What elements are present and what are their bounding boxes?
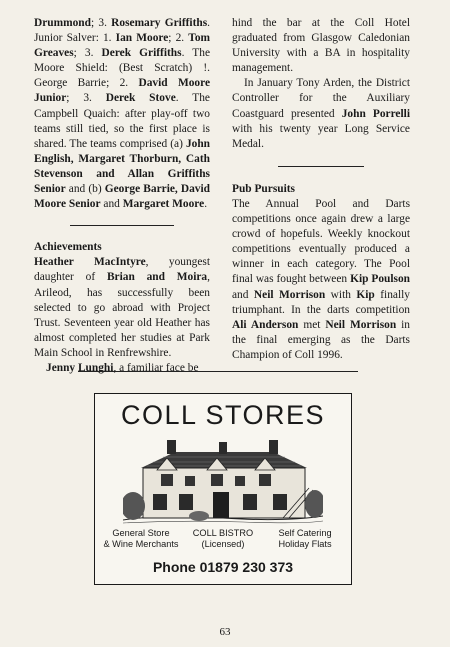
bold-name: Ian Moore bbox=[115, 32, 169, 45]
cell-line: Holiday Flats bbox=[278, 538, 332, 549]
text-run: met bbox=[298, 318, 326, 331]
bold-name: Drummond bbox=[34, 17, 91, 29]
bold-name: Derek Griffiths bbox=[101, 47, 182, 60]
text-run: with bbox=[325, 288, 357, 301]
text-run: finally triumphant. In the darts competition bbox=[232, 288, 410, 316]
bold-name: Neil Morrison bbox=[253, 288, 326, 301]
cell-line: Self Catering bbox=[278, 528, 332, 538]
advert-title: COLL STORES bbox=[120, 400, 326, 430]
text-run: . Junior Salver: 1. bbox=[34, 17, 210, 45]
ad-separator-rule bbox=[78, 371, 358, 372]
bold-name: Kip Poulson bbox=[350, 273, 411, 286]
achievements-paragraph bbox=[34, 255, 210, 361]
stores-building-illustration bbox=[123, 434, 323, 524]
text-run: with his twenty year Long Service Medal. bbox=[232, 122, 410, 150]
text-run: . The Campbell Quaich: after play-off two teams still tied, so the first place is shared. The teams comprised (a) bbox=[34, 92, 210, 150]
cell-line: General Store bbox=[112, 528, 170, 538]
text-run: and bbox=[232, 288, 254, 301]
text-run: , Arileod, has successfully been selected to go abroad with Project Trust. Seventeen year old Heather has almost completed her studies at Park Main School in Renfrewshire. bbox=[34, 271, 210, 359]
text-run: ; 3. bbox=[66, 92, 106, 105]
pub-pursuits-heading: Pub Pursuits bbox=[232, 182, 295, 195]
bold-name: Heather MacIntyre bbox=[34, 256, 146, 269]
text-run: , a familiar face be bbox=[113, 361, 199, 374]
jenny-paragraph bbox=[34, 361, 210, 376]
self-catering-cell bbox=[265, 528, 345, 549]
bold-name: David Moore Junior bbox=[34, 77, 210, 105]
bold-name: Margaret Moore bbox=[122, 198, 205, 211]
bold-name: Ali Anderson bbox=[232, 318, 299, 331]
page-number: 63 bbox=[219, 626, 231, 638]
cell-line: & Wine Merchants bbox=[103, 538, 179, 549]
coastguard-paragraph bbox=[232, 76, 410, 151]
bold-name: Tom Greaves bbox=[34, 32, 211, 60]
bistro-cell bbox=[183, 528, 263, 549]
text-run: hind the bar at the Coll Hotel graduated from Glasgow Caledonian University with a BA in hospitality management. bbox=[232, 17, 410, 75]
text-run: , youngest daughter of bbox=[34, 256, 211, 284]
text-run: . The Moore Shield: (Best Scratch) !. George Barrie; 2. bbox=[34, 47, 211, 90]
cell-line: COLL BISTRO bbox=[192, 528, 254, 538]
bold-name: Brian and Moira bbox=[106, 271, 208, 284]
achievements-heading: Achievements bbox=[34, 241, 102, 254]
advert-services bbox=[101, 528, 345, 549]
coll-stores-advert bbox=[94, 393, 352, 585]
text-run: ; 2. bbox=[168, 32, 189, 45]
advert-phone: Phone 01879 230 373 bbox=[152, 559, 294, 575]
left-column bbox=[34, 16, 210, 376]
text-run: The Annual Pool and Darts competitions once again drew a large crowd of hopefuls. Weekly knockout competitions eventually produced a winner in each category. The Pool final was fought between bbox=[232, 197, 410, 286]
section-divider bbox=[278, 166, 364, 167]
text-run: In January Tony Arden, the District Controller for the Auxiliary Coastguard presented bbox=[232, 77, 410, 120]
general-store-cell bbox=[101, 528, 181, 549]
bold-name: Kip bbox=[356, 288, 375, 301]
jenny-continued-paragraph bbox=[232, 16, 410, 76]
bold-name: John Porrelli bbox=[341, 107, 410, 120]
bold-name: John English, Margaret Thorburn, Cath Stevenson and Allan Griffiths Senior bbox=[34, 137, 210, 196]
bold-name: Neil Morrison bbox=[325, 318, 397, 331]
text-run: and (b) bbox=[65, 183, 105, 196]
golf-results-paragraph bbox=[34, 16, 210, 212]
text-run: and bbox=[100, 198, 123, 211]
text-run: . bbox=[204, 198, 208, 211]
text-run: ; 3. bbox=[90, 17, 112, 29]
bold-name: George Barrie, David Moore Senior bbox=[34, 183, 210, 211]
pub-pursuits-paragraph bbox=[232, 197, 410, 363]
right-column bbox=[232, 16, 410, 363]
text-run: in the final emerging as the Darts Champion of Coll 1996. bbox=[232, 318, 410, 361]
bold-name: Derek Stove bbox=[105, 92, 176, 105]
bold-name: Jenny Lunghi bbox=[46, 361, 114, 374]
bold-name: Rosemary Griffiths bbox=[111, 17, 208, 29]
text-run: ; 3. bbox=[73, 47, 102, 60]
cell-line: (Licensed) bbox=[201, 538, 245, 549]
section-divider bbox=[70, 225, 174, 226]
